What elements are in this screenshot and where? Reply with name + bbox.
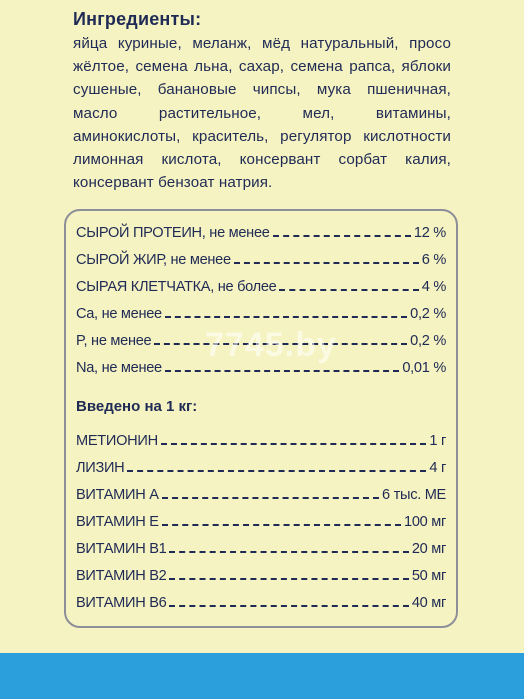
added-section-title: Введено на 1 кг: — [76, 398, 198, 415]
dot-leader — [169, 578, 408, 580]
added-row — [76, 560, 446, 584]
added-row — [76, 506, 446, 530]
dot-leader — [127, 470, 426, 472]
added-row — [76, 425, 446, 449]
analysis-value: 6 % — [421, 252, 446, 268]
analysis-value: 0,2 % — [410, 333, 446, 349]
dot-leader — [161, 443, 427, 445]
analysis-label: P, не менее — [76, 333, 152, 349]
added-row — [76, 479, 446, 503]
analysis-label: Ca, не менее — [76, 306, 162, 322]
added-label: ВИТАМИН В2 — [76, 568, 167, 584]
added-row — [76, 587, 446, 611]
added-row — [76, 452, 446, 476]
added-label: ВИТАМИН В1 — [76, 541, 167, 557]
dot-leader — [279, 289, 418, 291]
added-value: 6 тыс. МЕ — [382, 487, 446, 503]
dot-leader — [162, 524, 401, 526]
added-row — [76, 533, 446, 557]
analysis-row — [76, 298, 446, 322]
dot-leader — [234, 262, 419, 264]
dot-leader — [165, 370, 400, 372]
ingredients-block — [73, 8, 451, 194]
dot-leader — [162, 497, 379, 499]
analysis-row — [76, 271, 446, 295]
analysis-value: 4 % — [421, 279, 446, 295]
analysis-label: СЫРАЯ КЛЕТЧАТКА, не более — [76, 279, 277, 295]
added-value: 40 мг — [411, 595, 446, 611]
dot-leader — [165, 316, 407, 318]
analysis-row — [76, 244, 446, 268]
ingredients-text: яйца куриные, меланж, мёд натуральный, просо жёлтое, семена льна, сахар, семена рапса, яблоки сушеные, банановые чипсы, мука пшеничная, масло растительное, мел, витамины, аминокислоты, краситель, регулятор кислотности лимонная кислота, консервант сорбат калия, консервант бензоат натрия. — [73, 35, 451, 192]
watermark: 7745.by — [205, 326, 337, 364]
analysis-value: 12 % — [413, 225, 446, 241]
analysis-row — [76, 217, 446, 241]
added-label: ВИТАМИН А — [76, 487, 159, 503]
added-value: 1 г — [429, 433, 446, 449]
added-label: ВИТАМИН Е — [76, 514, 159, 530]
dot-leader — [169, 605, 408, 607]
added-value: 100 мг — [404, 514, 446, 530]
added-value: 20 мг — [411, 541, 446, 557]
ingredients-title: Ингредиенты: — [73, 9, 202, 29]
analysis-label: СЫРОЙ ЖИР, не менее — [76, 252, 231, 268]
added-label: ВИТАМИН В6 — [76, 595, 167, 611]
added-label: МЕТИОНИН — [76, 433, 158, 449]
nutrition-panel — [64, 209, 458, 628]
added-label: ЛИЗИН — [76, 460, 125, 476]
analysis-value: 0,2 % — [410, 306, 446, 322]
analysis-value: 0,01 % — [402, 360, 446, 376]
analysis-label: СЫРОЙ ПРОТЕИН, не менее — [76, 225, 270, 241]
added-value: 4 г — [429, 460, 446, 476]
analysis-label: Na, не менее — [76, 360, 162, 376]
added-value: 50 мг — [411, 568, 446, 584]
dot-leader — [273, 235, 411, 237]
dot-leader — [169, 551, 408, 553]
bottom-color-band — [0, 653, 524, 699]
